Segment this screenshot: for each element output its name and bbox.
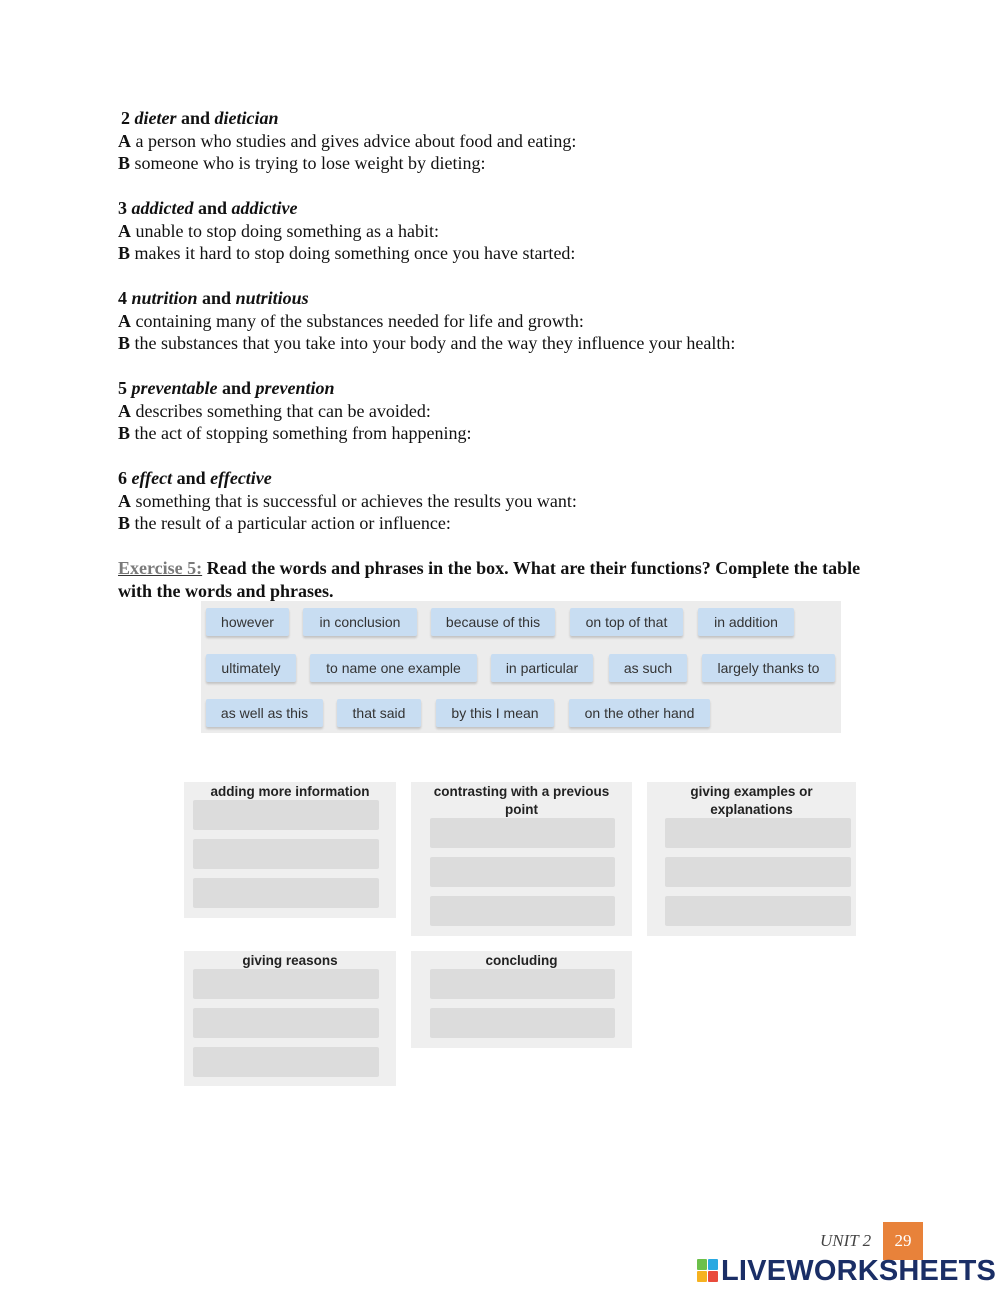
vocab-item-6	[118, 467, 918, 535]
category-giving-reasons	[184, 951, 396, 1086]
drop-slot[interactable]	[193, 1047, 379, 1077]
vocab-heading: 6 effect and effective	[118, 468, 272, 488]
category-title: contrasting with a previous point	[433, 784, 610, 817]
option-a: A a person who studies and gives advice about food and eating:	[118, 130, 577, 151]
page-number: 29	[883, 1222, 923, 1260]
vocab-heading: 5 preventable and prevention	[118, 378, 335, 398]
drop-slot[interactable]	[193, 878, 379, 908]
drop-slot[interactable]	[665, 896, 851, 926]
logo-text: LIVEWORKSHEETS	[721, 1255, 997, 1287]
drop-slot[interactable]	[430, 1008, 615, 1038]
vocab-heading: 3 addicted and addictive	[118, 198, 298, 218]
word-chip[interactable]: however	[206, 608, 289, 636]
word-chip[interactable]: on top of that	[570, 608, 683, 636]
exercise-text: Read the words and phrases in the box. What are their functions? Complete the table with the words and phrases.	[118, 558, 861, 601]
liveworksheets-logo	[697, 1256, 996, 1286]
vocab-item-4	[118, 287, 918, 355]
word-chip[interactable]: because of this	[431, 608, 555, 636]
category-contrasting	[411, 782, 632, 936]
word-chip[interactable]: as such	[609, 654, 687, 682]
drop-slot[interactable]	[430, 896, 615, 926]
drop-slot[interactable]	[193, 839, 379, 869]
option-b: B the act of stopping something from happening:	[118, 423, 472, 443]
drop-slot[interactable]	[193, 969, 379, 999]
option-b: B the result of a particular action or influence:	[118, 513, 451, 533]
vocab-item-5	[118, 377, 918, 445]
word-bank	[201, 601, 841, 733]
exercise-label: Exercise 5:	[118, 558, 203, 578]
vocab-heading: 4 nutrition and nutritious	[118, 288, 309, 308]
drop-slot[interactable]	[665, 818, 851, 848]
category-title: giving examples or explanations	[690, 784, 813, 817]
option-a: A describes something that can be avoided:	[118, 400, 431, 421]
drop-slot[interactable]	[430, 818, 615, 848]
word-chip[interactable]: to name one example	[310, 654, 477, 682]
vocab-item-2	[118, 107, 921, 175]
word-chip[interactable]: ultimately	[206, 654, 296, 682]
category-adding-more-information	[184, 782, 396, 918]
option-b: B the substances that you take into your body and the way they influence your health:	[118, 333, 736, 353]
liveworksheets-icon	[697, 1259, 719, 1283]
word-chip[interactable]: that said	[337, 699, 421, 727]
drop-slot[interactable]	[430, 857, 615, 887]
category-title: concluding	[485, 953, 558, 968]
word-chip[interactable]: in addition	[698, 608, 794, 636]
drop-slot[interactable]	[193, 1008, 379, 1038]
option-a: A something that is successful or achieves the results you want:	[118, 490, 577, 511]
drop-slot[interactable]	[430, 969, 615, 999]
drop-slot[interactable]	[193, 800, 379, 830]
word-chip[interactable]: in particular	[491, 654, 593, 682]
category-concluding	[411, 951, 632, 1048]
word-chip[interactable]: as well as this	[206, 699, 323, 727]
word-chip[interactable]: largely thanks to	[702, 654, 835, 682]
vocab-item-3	[118, 197, 918, 265]
exercise-instruction	[118, 557, 898, 602]
word-chip[interactable]: by this I mean	[436, 699, 554, 727]
word-chip[interactable]: on the other hand	[569, 699, 710, 727]
drop-slot[interactable]	[665, 857, 851, 887]
category-giving-examples	[647, 782, 856, 936]
option-b: B someone who is trying to lose weight by dieting:	[118, 153, 486, 173]
category-title: giving reasons	[242, 953, 338, 968]
option-a: A containing many of the substances needed for life and growth:	[118, 310, 584, 331]
category-title: adding more information	[210, 784, 370, 799]
option-b: B makes it hard to stop doing something once you have started:	[118, 243, 576, 263]
word-chip[interactable]: in conclusion	[303, 608, 417, 636]
unit-label: UNIT 2	[820, 1231, 872, 1250]
option-a: A unable to stop doing something as a habit:	[118, 220, 439, 241]
vocab-heading: 2 dieter and dietician	[121, 108, 279, 128]
